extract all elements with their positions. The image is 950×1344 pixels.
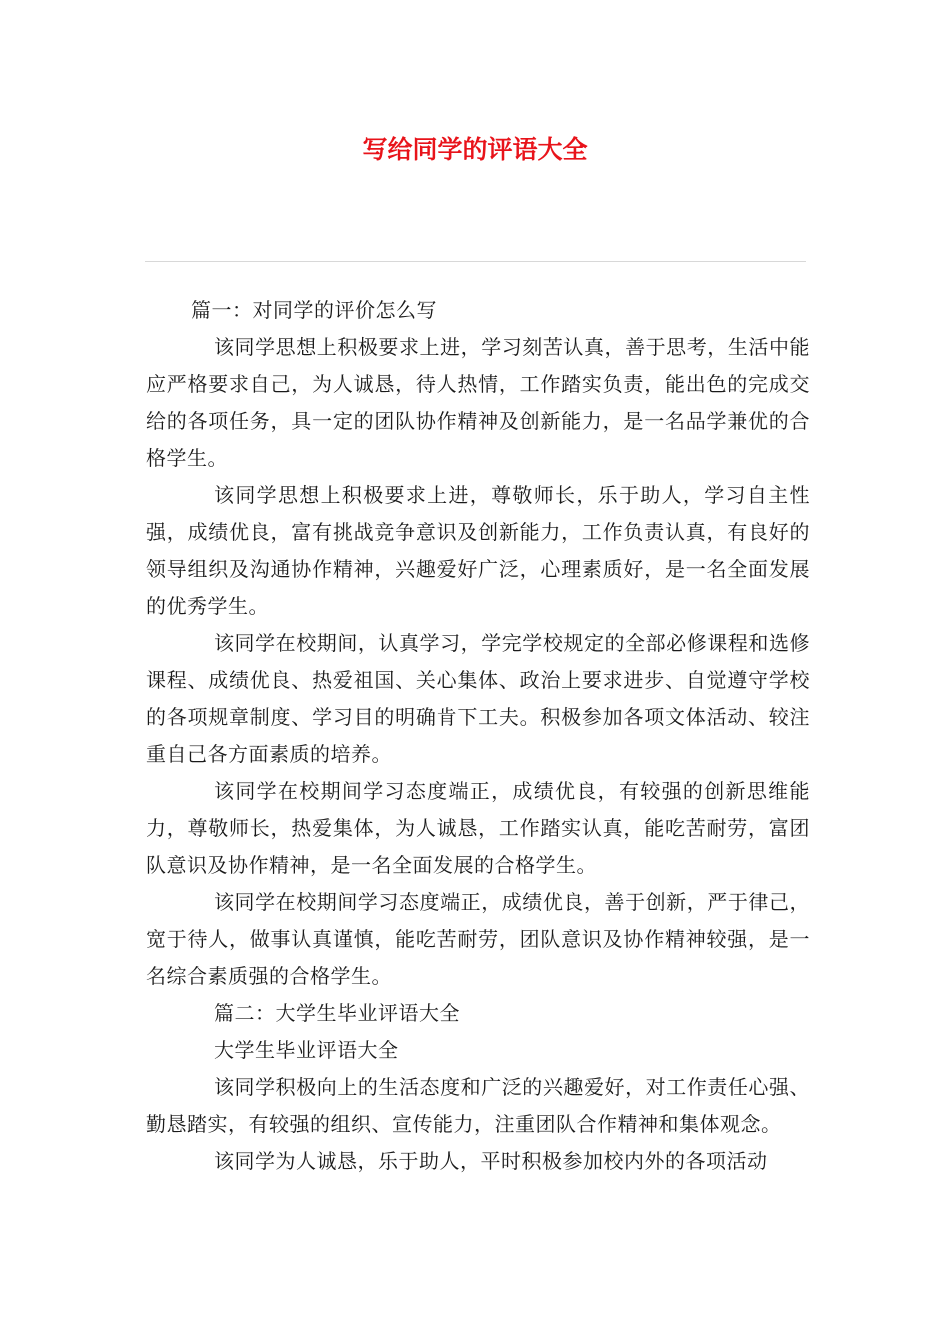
body-paragraph: 该同学为人诚恳，乐于助人，平时积极参加校内外的各项活动	[214, 1149, 768, 1173]
title-divider	[145, 261, 806, 262]
body-paragraph: 该同学思想上积极要求上进，尊敬师长，乐于助人，学习自主性强，成绩优良，富有挑战竞争意识及创新能力，工作负责认真，有良好的领导组织及沟通协作精神，兴趣爱好广泛，心理素质好，是一名全面发展的优秀学生。	[146, 483, 810, 618]
document-title: 写给同学的评语大全	[362, 135, 588, 164]
body-paragraph: 该同学积极向上的生活态度和广泛的兴趣爱好，对工作责任心强、 勤恳踏实，有较强的组织、宣传能力，注重团队合作精神和集体观念。	[146, 1075, 810, 1136]
section-heading-2: 篇二：大学生毕业评语大全	[214, 1001, 460, 1025]
document-body	[146, 292, 810, 1180]
body-paragraph: 该同学在校期间，认真学习，学完学校规定的全部必修课程和选修课程、成绩优良、热爱祖国、关心集体、政治上要求进步、自觉遵守学校的各项规章制度、学习目的明确肯下工夫。积极参加各项文体活动、较注重自己各方面素质的培养。	[146, 631, 810, 766]
subsection-heading: 大学生毕业评语大全	[214, 1038, 399, 1062]
body-paragraph: 该同学在校期间学习态度端正，成绩优良，善于创新，严于律己，宽于待人，做事认真谨慎，能吃苦耐劳，团队意识及协作精神较强，是一名综合素质强的合格学生。	[146, 890, 810, 988]
section-heading-1: 篇一：对同学的评价怎么写	[191, 298, 437, 322]
body-paragraph: 该同学在校期间学习态度端正，成绩优良，有较强的创新思维能力，尊敬师长，热爱集体，为人诚恳，工作踏实认真，能吃苦耐劳，富团队意识及协作精神，是一名全面发展的合格学生。	[146, 779, 810, 877]
body-paragraph: 该同学思想上积极要求上进，学习刻苦认真，善于思考，生活中能应严格要求自己，为人诚恳，待人热情，工作踏实负责，能出色的完成交给的各项任务，具一定的团队协作精神及创新能力，是一名品学兼优的合格学生。	[146, 335, 810, 470]
